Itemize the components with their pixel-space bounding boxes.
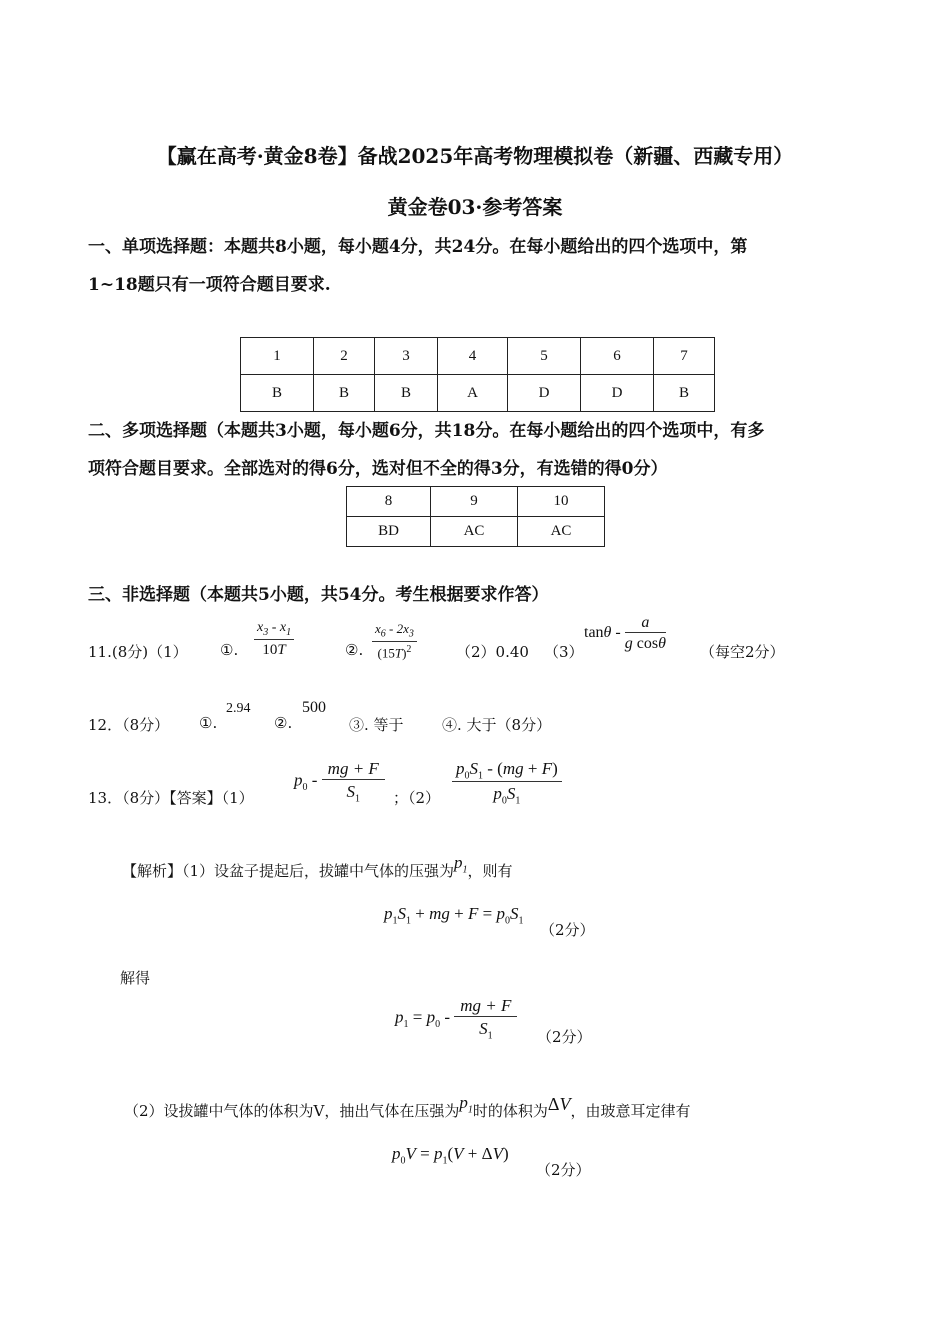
table-cell: B — [241, 375, 314, 412]
section2-line2: 项符合题目要求。全部选对的得6分，选对但不全的得3分，有选错的得0分） — [88, 459, 668, 479]
q13-analysis-pre: 【解析】（1）设盆子提起后，拔罐中气体的压强为 — [122, 862, 455, 880]
q13-formula-1: $p_0$ - $\frac{mg + F}{S_1}$ — [294, 759, 385, 804]
q11-formula-1: $\frac{x_3 - x_1}{10T}$ — [254, 620, 294, 659]
q12-label: 12．（8分） — [88, 716, 170, 734]
multi-choice-header-row — [347, 487, 605, 517]
table-cell: B — [314, 375, 375, 412]
q13-score-3: （2分） — [536, 1161, 591, 1179]
table-cell: 5 — [508, 338, 581, 375]
q13-analysis-intro: 【解析】（1）设盆子提起后，拔罐中气体的压强为$p_1$，则有 — [122, 853, 513, 880]
q13-equation-1: $p_1S_1$ + mg + $F = p_0S_1$ — [384, 904, 524, 927]
q13-formula-2: $\frac{p_0S_1 - (mg + F)}{p_0S_1}$ — [452, 759, 562, 807]
document-title: 【赢在高考·黄金8卷】备战2025年高考物理模拟卷（新疆、西藏专用） — [156, 144, 794, 168]
q11-label: 11.(8分)（1） — [88, 643, 188, 661]
q13-part2-mid: 时的体积为 — [472, 1102, 548, 1120]
q11-marker-1: ①. — [220, 641, 239, 659]
q13-separator: ；（2） — [393, 789, 441, 807]
q13-analysis-post: ，则有 — [467, 862, 513, 880]
q13-score-1: （2分） — [540, 921, 595, 939]
q12-value-2: 500 — [302, 699, 326, 716]
table-cell: B — [654, 375, 715, 412]
table-cell: D — [581, 375, 654, 412]
section2-line1: 二、多项选择题（本题共3小题，每小题6分，共18分。在每小题给出的四个选项中，有多 — [88, 421, 765, 441]
table-cell: D — [508, 375, 581, 412]
q13-equation-3: $p_0V = p_1(V + \Delta V)$ — [392, 1144, 509, 1167]
table-cell: 8 — [347, 487, 431, 517]
single-choice-header-row — [241, 338, 715, 375]
q11-part2: （2）0.40 — [456, 643, 529, 661]
table-cell: A — [438, 375, 508, 412]
q13-part2-post: ，由玻意耳定律有 — [570, 1102, 691, 1120]
table-cell: BD — [347, 517, 431, 547]
table-cell: AC — [518, 517, 605, 547]
table-cell: 7 — [654, 338, 715, 375]
q11-part3: （3） — [544, 643, 584, 661]
q13-score-2: （2分） — [537, 1028, 592, 1046]
q12-marker-4: ④. 大于（8分） — [442, 716, 552, 734]
section1-line2: 1~18题只有一项符合题目要求. — [88, 275, 331, 295]
q13-label: 13．（8分）【答案】（1） — [88, 789, 254, 807]
multi-choice-table — [346, 486, 605, 547]
q11-formula-2: $\frac{x_6 - 2x_3}{(15T)^2}$ — [372, 621, 417, 661]
multi-choice-answer-row — [347, 517, 605, 547]
q13-part2-intro: （2）设拔罐中气体的体积为V，抽出气体在压强为$p_1$时的体积为ΔV，由玻意耳定律有 — [124, 1093, 691, 1120]
q11-marker-2: ②. — [345, 641, 364, 659]
table-cell: 9 — [431, 487, 518, 517]
q12-marker-3: ③. 等于 — [349, 716, 404, 734]
table-cell: 10 — [518, 487, 605, 517]
section1-line1: 一、单项选择题：本题共8小题，每小题4分，共24分。在每小题给出的四个选项中，第 — [88, 237, 748, 257]
q13-part2-pre: （2）设拔罐中气体的体积为V，抽出气体在压强为 — [124, 1102, 460, 1120]
single-choice-table — [240, 337, 715, 412]
single-choice-answer-row — [241, 375, 715, 412]
table-cell: AC — [431, 517, 518, 547]
q11-note: （每空2分） — [700, 643, 785, 661]
q12-marker-2: ②. — [274, 714, 293, 732]
document-subtitle: 黄金卷03·参考答案 — [387, 195, 563, 219]
q11-formula-3: tanθ - $\frac{a}{\text{g cosθ}}$ — [584, 614, 666, 652]
table-cell: 3 — [375, 338, 438, 375]
q13-solve-label: 解得 — [120, 969, 151, 987]
q12-value-1: 2.94 — [226, 701, 251, 716]
table-cell: 1 — [241, 338, 314, 375]
table-cell: 2 — [314, 338, 375, 375]
table-cell: 6 — [581, 338, 654, 375]
table-cell: 4 — [438, 338, 508, 375]
table-cell: B — [375, 375, 438, 412]
section3-heading: 三、非选择题（本题共5小题，共54分。考生根据要求作答） — [88, 585, 549, 605]
q13-equation-2: $p_1 = p_0$ - $\frac{mg + F}{S_1}$ — [395, 996, 517, 1041]
q12-marker-1: ①. — [199, 714, 218, 732]
